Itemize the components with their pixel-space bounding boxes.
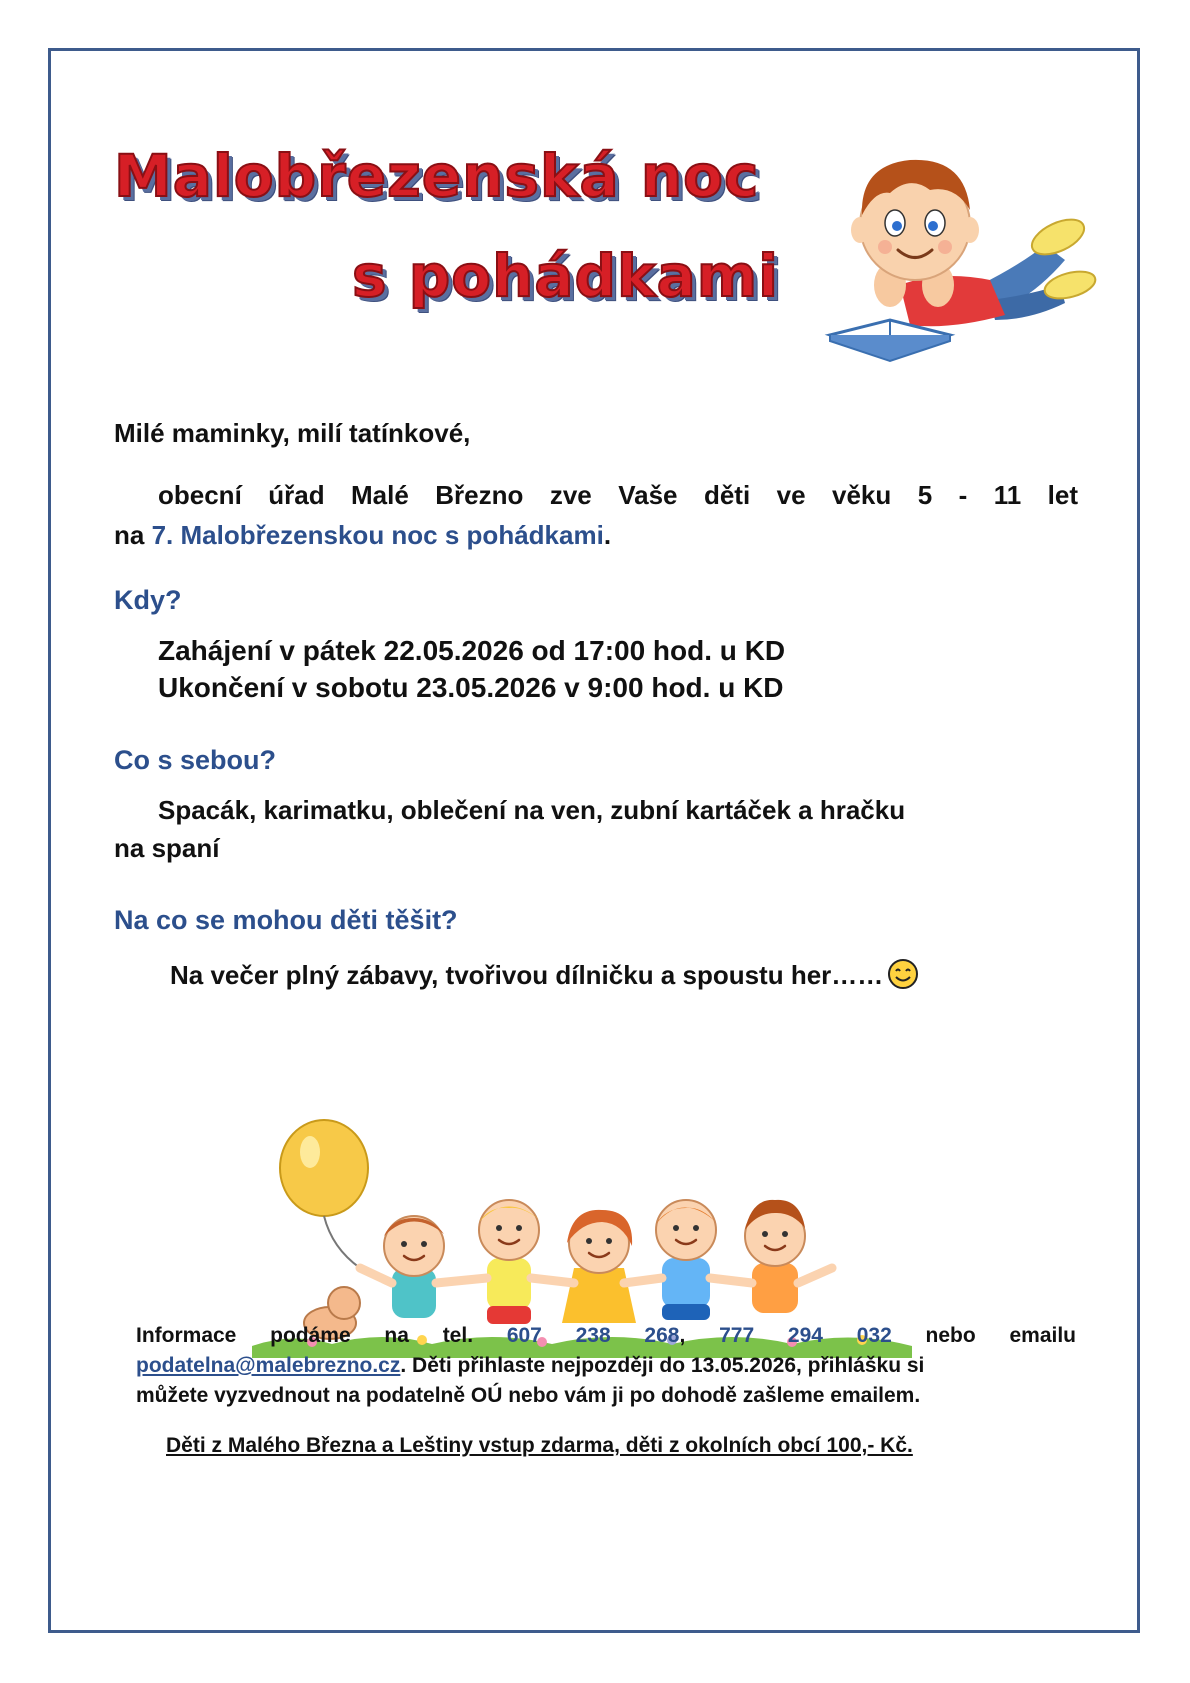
bring-line-2: na spaní	[114, 833, 220, 863]
phone-1[interactable]: 607 238 268	[506, 1324, 680, 1347]
phone-2[interactable]: 777 294 032	[719, 1324, 892, 1347]
when-start: Zahájení v pátek 22.05.2026 od 17:00 hod. u KD	[158, 635, 786, 666]
bring-line-1: Spacák, karimatku, oblečení na ven, zubní kartáček a hračku	[158, 795, 906, 825]
lookforward-body: Na večer plný zábavy, tvořivou dílničku a spoustu her……	[170, 960, 884, 990]
boy-reading-illustration	[830, 135, 1100, 375]
contact-line-2-text: . Děti přihlaste nejpozději do 13.05.2026, přihlášku si	[400, 1354, 925, 1377]
intro-suffix: .	[603, 520, 612, 550]
intro-prefix: na	[114, 520, 145, 550]
contact-line-2	[136, 1354, 924, 1378]
contact-suffix: nebo emailu	[925, 1324, 1076, 1347]
intro-line-2	[114, 520, 611, 551]
price-note: Děti z Malého Března a Leštiny vstup zdarma, děti z okolních obcí 100,- Kč.	[166, 1434, 913, 1457]
title-line-1: Malobřezenská noc	[114, 142, 760, 210]
when-heading: Kdy?	[114, 585, 182, 615]
contact-prefix: Informace podáme na tel.	[136, 1324, 474, 1347]
intro-line-1: obecní úřad Malé Březno zve Vaše děti ve věku 5 - 11 let	[158, 480, 1078, 510]
email-link[interactable]: podatelna@malebrezno.cz	[136, 1354, 401, 1377]
bring-heading: Co s sebou?	[114, 745, 277, 775]
title-line-2: s pohádkami	[352, 242, 780, 310]
lookforward-text	[170, 958, 919, 991]
when-end: Ukončení v sobotu 23.05.2026 v 9:00 hod. u KD	[158, 672, 784, 703]
contact-line-1	[136, 1324, 1076, 1348]
contact-line-3: můžete vyzvednout na podatelně OÚ nebo vám ji po dohodě zašleme emailem.	[136, 1384, 921, 1407]
contact-separator: ,	[679, 1324, 686, 1347]
smiley-icon	[887, 958, 919, 990]
greeting: Milé maminky, milí tatínkové,	[114, 418, 471, 448]
children-running-illustration	[252, 1118, 912, 1358]
event-name: 7. Malobřezenskou noc s pohádkami	[151, 520, 604, 550]
lookforward-heading: Na co se mohou děti těšit?	[114, 905, 458, 935]
